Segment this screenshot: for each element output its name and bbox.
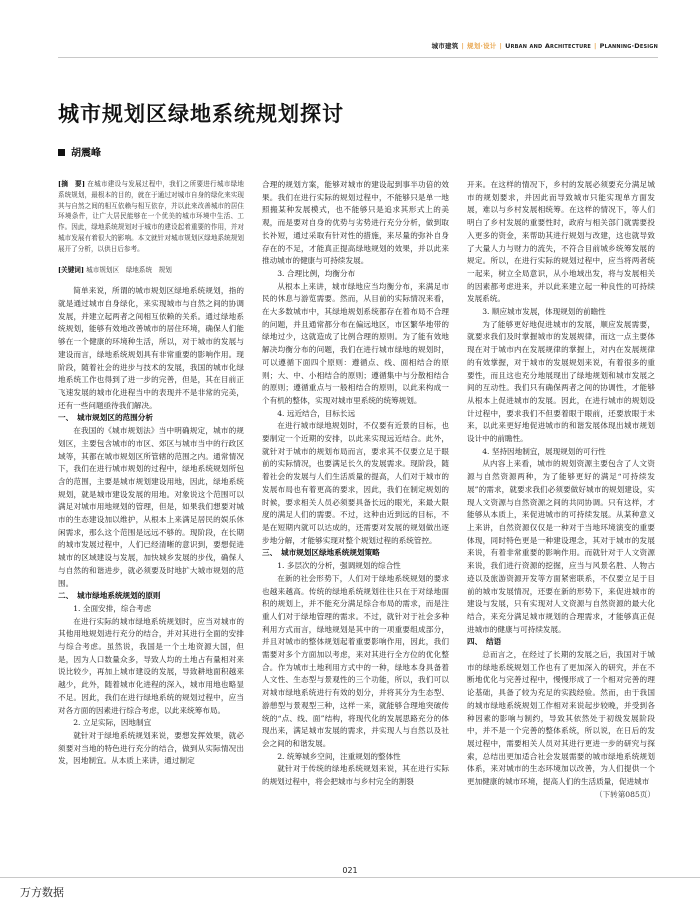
header-section: 规划·设计 bbox=[467, 42, 497, 50]
keywords-text: 城市规划区 绿地系统 规划 bbox=[86, 265, 172, 274]
article-title: 城市规划区绿地系统规划探讨 bbox=[58, 102, 344, 126]
continued-note: （下转第085页） bbox=[594, 789, 655, 799]
section-1-paragraph: 在我国的《城市规划法》当中明确规定，城市的规划区，主要包含城市的市区、郊区与城市当中的行政区域等，其都在城市规划区所管辖的范围之内。通常情况下，我们在进行城市规划的过程中，绿地系统规划所包含的范围，主要是城市规划建设用地，因此，绿地系统规划，就是城市建设发展的用地。对象说这个范围可以满足对城市用地规划的管理，但是，如果我们想要对城市的生态建设加以维护，从根本上来满足居民的娱乐休闲需求，那么这个范围是远远不够的。现阶段，在长期的城市发展过程中，人们已经清晰的意识到，要想促进城市的区域建设与发展，加快城乡发展的步伐，确保人与自然的和谐进步，就必须要及时地扩大城市规划的范围。 bbox=[58, 426, 244, 588]
footer-brand: 万方数据 bbox=[20, 886, 64, 899]
subheading-3-2: 2. 统筹城乡空间，注重规划的整体性 bbox=[277, 751, 401, 761]
column-2 bbox=[262, 179, 449, 909]
subsection-3-4-paragraph: 从内容上来看，城市的规划资源主要包含了人文资源与自然资源两种，为了能够更好的满足“可持续发展”的需求，就要求我们必须要做好城市的规划建设，实现人文资源与自然资源之间的共同协调。只有这样，才能够从本质上，来促进城市的可持续发展。从某种意义上来讲，自然资源仅仅是一种对于当地环境演变的重要体现，同时特色更是一种建设理念，其对于城市的发展来说，有着非常重要的影响作用。而就针对于人文资源来说，我们进行资源的挖掘，应当与风景名胜、人物古迹以及旅游资源开发等方面紧密联系，不仅要立足于目前的城市发展情况，还要在新的形势下，来促进城市的建设与发展，只有实现对人文资源与自然资源的最大化结合，来充分满足城市规划的合理需求，才能够真正促进城市的健康与可持续发展。 bbox=[467, 459, 655, 634]
header-category-en: Urban and Architecture bbox=[505, 42, 592, 50]
keywords bbox=[58, 265, 244, 276]
column-3-continued-paragraph: 开来。在这样的情况下，乡村的发展必须要充分满足城市的规划要求，并因此而导致城市只能实现单方面发展，难以与乡村发展相统筹。在这样的情况下，等人们明白了乡村发展的重要性时，政府与相关部门就需要投入更多的资金，来帮助其进行规划与改建，这也就导致了大量人力与财力的流失，不符合目前城乡统筹发展的规定。所以，在进行实际的规划过程中，应当将两者统一起来，树立全局意识，从小地域出发，将与发展相关的因素都考虑进来，并以此来建立起一种良性的可持续发展系统。 bbox=[467, 180, 655, 304]
abstract-text: 在城市建设与发展过程中，我们之所要进行城市绿地系统规划，最根本的目的，就在于通过对城市自身的绿化来实现其与自然之间的相互依赖与相互依存，并以此来改善城市的居住环境条件，让广大居民能够在一个优美的城市环境中生活、工作。因此，绿地系统规划对于城市的建设起着重要的作用，并对城市发展有着很大的影响。本文就针对城市规划区绿地系统规划展开了分析，以供日后参考。 bbox=[58, 180, 244, 253]
conclusion-paragraph: 总而言之，在经过了长期的发展之后，我国对于城市的绿地系统规划工作也有了更加深入的研究，并在不断地优化与完善过程中，慢慢形成了一个相对完善的理论基础，具备了较为充足的实践经验。然而，由于我国的城市绿地系统规划工作相对来说起步较晚，并受到各种因素的影响与制约，导致其依然处于初级发展阶段中，并不是一个完善的整体系统，所以说，在日后的发展过程中，需要相关人员对其进行更进一步的研究与探索，总结出更加适合社会发展需要的城市绿地系统规划体系，来对城市的生态环境加以改善，为人们提供一个更加健康的城市环境，提高人们的生活质量，促进城市 bbox=[467, 650, 655, 787]
header-category: 城市建筑 bbox=[431, 42, 459, 50]
section-heading-1: 一、 城市规划区的范围分析 bbox=[58, 413, 153, 423]
footer-rule bbox=[0, 877, 700, 878]
keywords-label: [关键词] bbox=[58, 265, 85, 274]
subheading-3-3: 3. 顺应城市发展，体现规划的前瞻性 bbox=[482, 307, 606, 317]
subsection-3-1-paragraph: 在新的社会形势下，人们对于绿地系统规划的要求也越来越高。传统的绿地系统规划往往只在于对绿地面积的规划上，并不能充分满足综合布局的需求，而是注重人们对于绿地管理的需求。不过，就针对于社会多种利用方式而言，绿地规划是其中的一项重要组成部分，并且对城市的整体规划起着重要影响作用，因此，我们需要对多个方面加以考虑，来对其进行全方位的优化整合。作为城市土地利用方式中的一种，绿地本身具备着人文性、生态型与景观性的三个功能，所以，我们可以对城市绿地系统进行有效的划分，并将其分为生态型、游憩型与景观型三种，这样一来，就能够合理地突破传统的“点、线、面”结构，将现代化的发展思路充分的体现出来，满足城市发展的需求，并实现人与自然以及社会之间的和谐发展。 bbox=[262, 573, 449, 748]
page-number: 021 bbox=[342, 866, 358, 875]
subheading-2-1: 1. 全面安排，综合考虑 bbox=[73, 603, 152, 613]
author-name: 胡震峰 bbox=[71, 148, 101, 159]
section-heading-4: 四、 结语 bbox=[467, 637, 502, 647]
subsection-2-2-paragraph: 就针对于绿地系统规划来说，要想发挥效果，就必须要对当地的特色进行充分的结合，做到从实际情况出发，因地制宜。从本质上来讲，通过制定 bbox=[58, 730, 244, 766]
abstract-label: [摘 要] bbox=[58, 180, 85, 188]
author-bullet-icon bbox=[58, 149, 65, 156]
subsection-2-1-paragraph: 在进行实际的城市绿地系统规划时，应当对城市的其他用地规划进行充分的结合，并对其进行全面的安排与综合考虑。虽然说，我国是一个土地资源大国，但是，因为人口数量众多，导致人均的土地占有量相对来说比较少，再加上城市建设的发展，导致耕地面积越来越少，此外，随着城市化进程的深入，城市用地也略显不足。因此，我们在进行绿地系统的规划过程中，应当对各方面的因素进行综合考虑，以此来统筹布局。 bbox=[58, 616, 244, 715]
subheading-2-4: 4. 远近结合，目标长远 bbox=[277, 408, 356, 418]
subsection-3-2-paragraph: 就针对于传统的绿地系统规划来说，其在进行实际的规划过程中，将会把城市与乡村完全的割裂 bbox=[262, 764, 449, 787]
header-rule bbox=[58, 57, 658, 58]
subsection-3-3-paragraph: 为了能够更好地促进城市的发展，顺应发展需要，就要求我们及时掌握城市的发展规律，而这一点主要体现在对于城市内在发展规律的掌握上，对内在发展规律的有效掌握，对于城市的发展规划来说，有着很多的重要性，而且这也充分地展现出了绿地规划和城市发展之间的互动性。我们只有确保两者之间的协调性，才能够从根本上促进城市的发展。因此，在进行城市的规划设计过程中，要求我们不但要着眼于眼前，还要放眼于未来，以此来更好地促进城市的和谐发展体现出城市规划设计中的前瞻性。 bbox=[467, 319, 655, 444]
subheading-2-2: 2. 立足实际，因地制宜 bbox=[73, 718, 152, 728]
intro-paragraph: 简单来说，所谓的城市规划区绿地系统规划，指的就是通过城市自身绿化，来实现城市与自然之间的协调发展，并建立起两者之间相互依赖的关系。通过绿地系统规划，能够有效地改善城市的居住环境，确保人们能够在一个健康的环境种生活，所以，对于城市的发展与建设而言，绿地系统规划具有非常重要的影响作用。现阶段，随着社会的进步与技术的发展，我国的城市化绿地系统工作也得到了进一步的完善，但是，其在目前正飞速发展的城市化进程当中的表现并不是非常的完美，还有一些问题亟待我们解决。 bbox=[58, 286, 244, 410]
column-1 bbox=[58, 179, 244, 909]
author-line bbox=[58, 144, 101, 159]
subsection-2-4-paragraph: 在进行城市绿地规划时，不仅要有近景的目标，也要制定一个近期的安排，以此来实现远近结合。此外，就针对于城市的规划布局而言，要求其不仅要立足于眼前的实际情况，也要满足长久的发展需求。现阶段，随着社会的发展与人们生活质量的提高，人们对于城市的发展布局也有着更高的要求，因此，我们在制定规划的时候，要求相关人员必须要具备长远的眼光，来最大限度的满足人们的需要。不过，这种由近到远的目标，不是在短期内就可以达成的，还需要对发展的规划做出逐步地分解，才能够实现对整个规划过程的系统管控。 bbox=[262, 421, 449, 545]
abstract bbox=[58, 179, 244, 255]
column-2-continued-paragraph: 合理的规划方案，能够对城市的建设起到事半功倍的效果。我们在进行实际的规划过程中，不能够只是单一地照搬某种发展模式，也不能够只是追求其形式上的美观，而是要对自身的优势与劣势进行充分分析，做到取长补短，通过采取有针对性的措施，来尽量的弥补自身存在的不足，才能真正提高绿地规划的效果，并以此来推动城市的健康与可持续发展。 bbox=[262, 180, 449, 266]
subheading-3-4: 4. 坚持因地制宜，展现规划的可行性 bbox=[482, 446, 606, 456]
section-heading-3: 三、 城市规划区绿地系统规划策略 bbox=[262, 548, 380, 558]
subsection-2-3-paragraph: 从根本上来讲，城市绿地应当均衡分布，来满足市民的休息与游览需要。然而，从目前的实际情况来看，在大多数城市中，其绿地规划系统都存在着布局不合理的问题，并且通常都分布在偏远地区，市区繁华地带的绿地过少，这就造成了比例合理的原则。为了能有效地解决均衡分布的问题，我们在进行城市绿地的规划时，可以遵循下面四个原则：遵循点、线、面相结合的原则；大、中、小相结合的原则；遵循集中与分散相结合的原则；遵循重点与一般相结合的原则，以此来构成一个有机的整体，实现对城市里系统的统筹规划。 bbox=[262, 281, 449, 405]
subheading-2-3: 3. 合理比例，均衡分布 bbox=[277, 268, 356, 278]
section-heading-2: 二、 城市绿地系统规划的原则 bbox=[58, 591, 161, 601]
header-section-en: Planning·Design bbox=[599, 42, 658, 50]
column-3 bbox=[467, 179, 655, 909]
subheading-3-1: 1. 多层次的分析，强调规划的综合性 bbox=[277, 561, 401, 571]
running-header: 城市建筑 | 规划·设计 | Urban and Architecture | Planning·Design bbox=[431, 42, 658, 50]
